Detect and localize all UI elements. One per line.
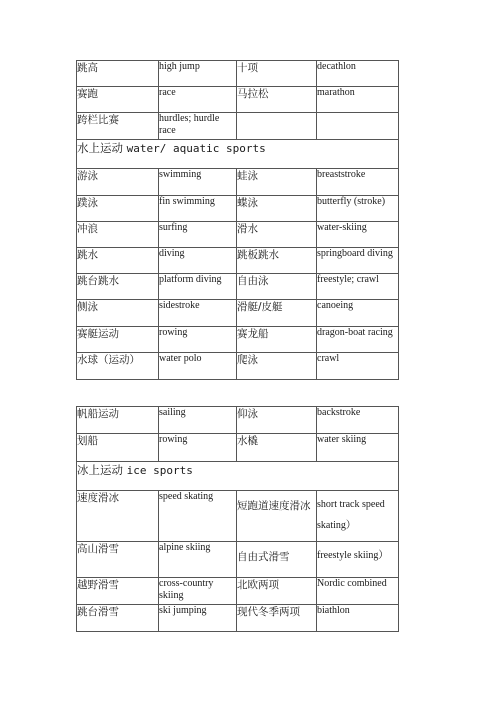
english-term-cell: decathlon [317, 61, 399, 87]
chinese-term-cell: 侧泳 [77, 300, 159, 327]
english-term-cell: ski jumping [159, 605, 237, 632]
section-heading [77, 462, 399, 491]
english-term-cell: freestyle; crawl [317, 274, 399, 300]
section-heading-row [77, 140, 399, 169]
english-term-cell: fin swimming [159, 196, 237, 222]
english-term-cell: diving [159, 248, 237, 274]
chinese-term-cell: 北欧两项 [237, 578, 317, 605]
table-row [77, 169, 399, 196]
table-row [77, 407, 399, 434]
english-term-cell: breaststroke [317, 169, 399, 196]
section-heading-row [77, 462, 399, 491]
english-term-cell: canoeing [317, 300, 399, 327]
english-term-cell: rowing [159, 434, 237, 462]
english-term-cell: butterfly (stroke) [317, 196, 399, 222]
table-row [77, 248, 399, 274]
chinese-term-cell: 滑水 [237, 222, 317, 248]
chinese-term-cell: 爬泳 [237, 353, 317, 380]
chinese-term-cell: 划船 [77, 434, 159, 462]
chinese-term-cell: 速度滑冰 [77, 491, 159, 542]
english-term-cell: dragon-boat racing [317, 327, 399, 353]
chinese-term-cell: 游泳 [77, 169, 159, 196]
chinese-term-cell: 赛龙船 [237, 327, 317, 353]
english-term-cell: cross-country skiing [159, 578, 237, 605]
table-row [77, 434, 399, 462]
english-term-cell: rowing [159, 327, 237, 353]
chinese-term-cell: 跳高 [77, 61, 159, 87]
chinese-term-cell: 短跑道速度滑冰 [237, 491, 317, 542]
english-term-cell: surfing [159, 222, 237, 248]
english-term-cell: water-skiing [317, 222, 399, 248]
chinese-term-cell: 自由泳 [237, 274, 317, 300]
chinese-term-cell: 跳台滑雪 [77, 605, 159, 632]
table-row [77, 222, 399, 248]
english-term-cell: speed skating [159, 491, 237, 542]
table-row [77, 353, 399, 380]
section-heading-en: water/ aquatic sports [126, 142, 266, 155]
ice-sports-table [76, 406, 399, 632]
chinese-term-cell: 跳台跳水 [77, 274, 159, 300]
table-row [77, 300, 399, 327]
chinese-term-cell: 蝶泳 [237, 196, 317, 222]
section-heading-zh: 冰上运动 [77, 463, 123, 477]
chinese-term-cell: 跨栏比赛 [77, 113, 159, 140]
english-term-cell: marathon [317, 87, 399, 113]
english-term-cell: crawl [317, 353, 399, 380]
english-term-cell: hurdles; hurdle race [159, 113, 237, 140]
chinese-term-cell: 现代冬季两项 [237, 605, 317, 632]
english-term-cell: water polo [159, 353, 237, 380]
chinese-term-cell: 高山滑雪 [77, 542, 159, 578]
english-term-cell: springboard diving [317, 248, 399, 274]
table-row [77, 578, 399, 605]
chinese-term-cell: 水橇 [237, 434, 317, 462]
table-row [77, 542, 399, 578]
table-row [77, 196, 399, 222]
table-row [77, 274, 399, 300]
english-term-cell: high jump [159, 61, 237, 87]
section-heading-en: ice sports [126, 464, 193, 477]
english-term-cell: sailing [159, 407, 237, 434]
table-row [77, 61, 399, 87]
chinese-term-cell: 帆船运动 [77, 407, 159, 434]
chinese-term-cell: 越野滑雪 [77, 578, 159, 605]
english-term-cell [317, 113, 399, 140]
english-term-cell: swimming [159, 169, 237, 196]
chinese-term-cell: 赛跑 [77, 87, 159, 113]
english-term-cell: alpine skiing [159, 542, 237, 578]
english-term-cell: race [159, 87, 237, 113]
chinese-term-cell: 蛙泳 [237, 169, 317, 196]
chinese-term-cell: 跳水 [77, 248, 159, 274]
table-row [77, 327, 399, 353]
english-term-cell: biathlon [317, 605, 399, 632]
section-heading-zh: 水上运动 [77, 141, 123, 155]
chinese-term-cell: 赛艇运动 [77, 327, 159, 353]
chinese-term-cell: 自由式滑雪 [237, 542, 317, 578]
aquatic-sports-table [76, 60, 399, 380]
chinese-term-cell: 跳板跳水 [237, 248, 317, 274]
english-term-cell: short track speed skating） [317, 491, 399, 542]
english-term-cell: sidestroke [159, 300, 237, 327]
english-term-cell: water skiing [317, 434, 399, 462]
chinese-term-cell: 水球（运动） [77, 353, 159, 380]
chinese-term-cell: 马拉松 [237, 87, 317, 113]
english-term-cell: platform diving [159, 274, 237, 300]
chinese-term-cell: 蹼泳 [77, 196, 159, 222]
english-term-cell: Nordic combined [317, 578, 399, 605]
english-term-cell: backstroke [317, 407, 399, 434]
chinese-term-cell: 冲浪 [77, 222, 159, 248]
chinese-term-cell [237, 113, 317, 140]
chinese-term-cell: 十项 [237, 61, 317, 87]
chinese-term-cell: 仰泳 [237, 407, 317, 434]
table-row [77, 491, 399, 542]
table-row [77, 87, 399, 113]
section-heading [77, 140, 399, 169]
table-row [77, 605, 399, 632]
table-row [77, 113, 399, 140]
chinese-term-cell: 滑艇/皮艇 [237, 300, 317, 327]
english-term-cell: freestyle skiing） [317, 542, 399, 578]
